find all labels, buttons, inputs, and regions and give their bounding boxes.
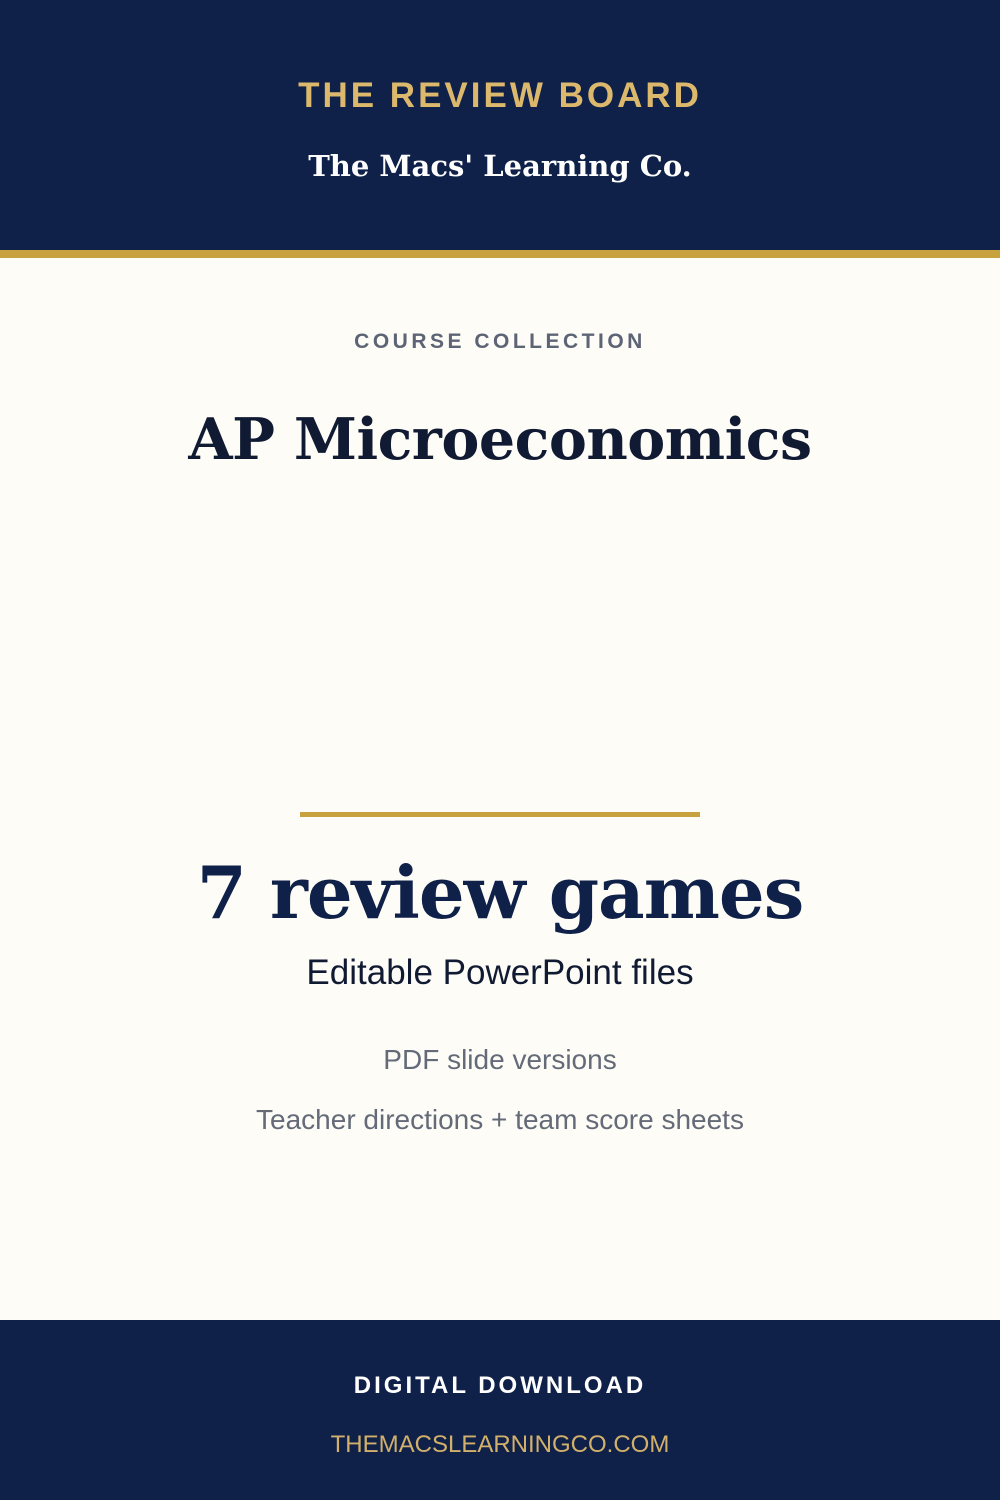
download-label: DIGITAL DOWNLOAD (353, 1372, 647, 1399)
company-name: The Macs' Learning Co. (308, 149, 692, 183)
course-title: AP Microeconomics (188, 406, 812, 473)
footer-banner (0, 1320, 1000, 1500)
brand-title: THE REVIEW BOARD (298, 76, 702, 115)
website-link[interactable]: THEMACSLEARNINGCO.COM (330, 1431, 670, 1458)
header-banner (0, 0, 1000, 250)
section-divider (300, 812, 700, 817)
feature-item-powerpoint: Editable PowerPoint files (306, 953, 694, 992)
games-count-heading: 7 review games (196, 850, 804, 935)
feature-item-pdf: PDF slide versions (383, 1044, 617, 1075)
feature-item-teacher-directions: Teacher directions + team score sheets (256, 1104, 744, 1135)
collection-label: COURSE COLLECTION (354, 330, 646, 353)
header-divider (0, 250, 1000, 258)
